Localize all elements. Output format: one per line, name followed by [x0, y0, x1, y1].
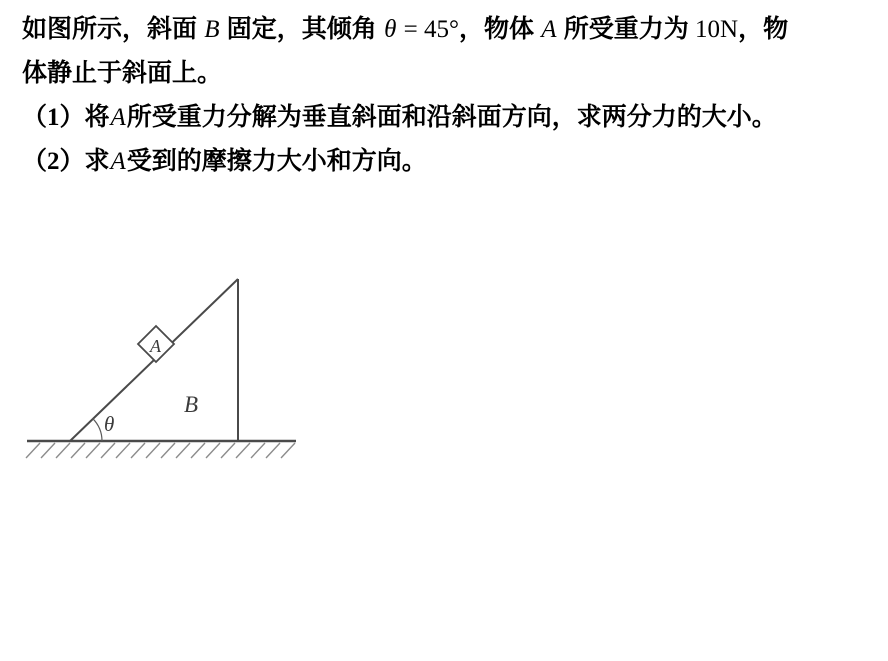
problem-line-2: 体静止于斜面上。 — [22, 60, 223, 87]
text-segment: 所受重力为 — [557, 16, 696, 43]
weight-value: 10N — [695, 16, 739, 43]
ground-hatching — [26, 443, 295, 458]
text-segment: （2）求 — [22, 148, 110, 175]
variable-a: A — [541, 16, 557, 43]
text-segment: （1）将 — [22, 104, 110, 131]
variable-b: B — [204, 16, 220, 43]
angle-value: = 45° — [397, 16, 459, 43]
block-a-label: A — [150, 336, 161, 356]
variable-a: A — [110, 148, 126, 175]
angle-theta-label: θ — [104, 412, 115, 436]
text-segment: 如图所示，斜面 — [22, 16, 204, 43]
variable-theta: θ — [384, 16, 397, 43]
incline-b-label: B — [184, 392, 199, 417]
text-segment: ，物 — [738, 16, 789, 43]
text-segment: 所受重力分解为垂直斜面和沿斜面方向，求两分力的大小。 — [126, 104, 777, 131]
text-segment: ，物体 — [458, 16, 541, 43]
angle-arc — [93, 418, 102, 441]
variable-a: A — [110, 104, 126, 131]
text-segment: 受到的摩擦力大小和方向。 — [126, 148, 427, 175]
text-segment: 固定，其倾角 — [220, 16, 384, 43]
